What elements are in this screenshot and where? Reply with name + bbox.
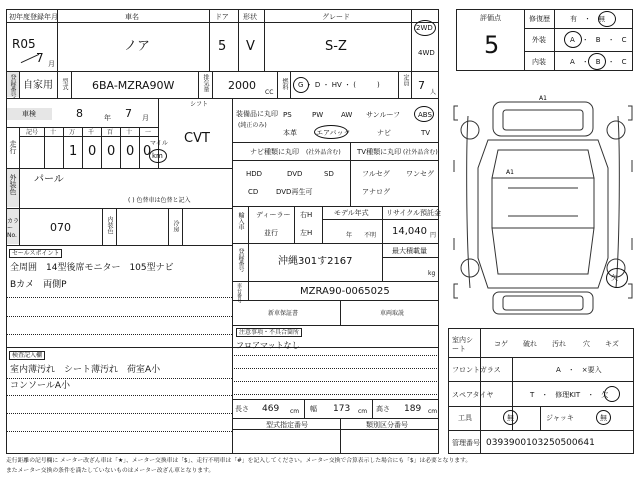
spare-marker: 欠 xyxy=(611,274,618,282)
color-no-label: カラーNo. xyxy=(7,218,20,239)
navi-dvd: DVD xyxy=(287,170,303,178)
mgmt-label: 管理番号 xyxy=(452,439,480,447)
length-unit: cm xyxy=(290,408,300,415)
mileage-header-symbol: 記号 xyxy=(26,129,39,136)
displacement-label: 排気量 xyxy=(202,74,209,92)
tv-header-sub: (社外品含む) xyxy=(403,149,438,156)
fuel-options: G ・ D ・ HV ・ ( ) xyxy=(298,81,380,89)
length-label: 長さ xyxy=(235,405,249,413)
mileage-header-1: 一 xyxy=(145,129,152,136)
mileage-header-10k: 万 xyxy=(69,129,76,136)
tv-header: TV種類に丸印 xyxy=(357,148,402,156)
mileage-digit: 0 xyxy=(143,144,152,159)
equipment-sub: (純正のみ) xyxy=(238,122,267,129)
recycle-label: リサイクル預託金 xyxy=(386,209,442,217)
interior-grade-options: A ・ B ・ C xyxy=(570,58,627,66)
spare-label: スペアタイヤ xyxy=(452,391,494,399)
caution-label: 注意事項・不具合箇所 xyxy=(236,328,302,337)
mileage-header-1k: 千 xyxy=(88,129,95,136)
capacity-label: 定員 xyxy=(402,74,409,86)
model-code: 6BA-MZRA90W xyxy=(92,79,175,92)
shift-label: シフト xyxy=(190,101,209,108)
use-type: 自家用 xyxy=(23,80,53,91)
import-left-h: 左H xyxy=(300,229,313,237)
width-value: 173 xyxy=(333,404,351,414)
length-value: 469 xyxy=(262,404,280,414)
model-label: 型式 xyxy=(61,78,68,90)
first-reg-label: 初年度登録年月 xyxy=(9,13,58,21)
reg-no-label: 登録番号 xyxy=(9,74,16,98)
mileage-unit-km: km xyxy=(152,152,163,160)
width-unit: cm xyxy=(358,408,368,415)
equip-leather: 本革 xyxy=(283,129,297,137)
cabin-tear: 破れ xyxy=(523,340,537,348)
first-reg-year: R05 xyxy=(12,37,36,51)
navi-header: ナビ種類に丸印 xyxy=(250,148,299,156)
cabin-scratch: キズ xyxy=(605,340,619,348)
car-name: ノア xyxy=(124,39,151,54)
type-no-label: 型式指定番号 xyxy=(266,421,308,429)
mileage-header-10: 十 xyxy=(126,129,133,136)
diagram-label-a1-top: A1 xyxy=(539,95,547,102)
capacity-unit: 人 xyxy=(430,89,437,96)
caution-text: フロアマットなし xyxy=(236,341,300,350)
equip-navi: ナビ xyxy=(377,129,391,137)
import-right-h: 右H xyxy=(300,211,313,219)
inspection-label: 車検 xyxy=(22,110,36,118)
displacement-unit: CC xyxy=(265,89,274,96)
class-no-label: 類別区分番号 xyxy=(366,421,408,429)
mileage-header-100: 百 xyxy=(107,129,114,136)
color-no: 070 xyxy=(50,221,71,234)
repair-label: 修復歴 xyxy=(529,15,550,23)
body-shape: V xyxy=(246,39,255,54)
recycle-yen: 円 xyxy=(430,232,437,239)
interior-color-label: 内装色 xyxy=(106,216,113,234)
drive-2wd: 2WD xyxy=(416,24,433,32)
first-reg-month: 7 xyxy=(36,51,44,65)
tools-label: 工具 xyxy=(458,414,472,422)
shift-value: CVT xyxy=(184,131,210,146)
cabin-burn: コゲ xyxy=(494,340,508,348)
tools-value: 無 xyxy=(507,414,514,422)
grade-value: S-Z xyxy=(325,39,347,54)
navi-sd: SD xyxy=(324,170,334,178)
tv-fullseg: フルセグ xyxy=(362,170,390,178)
mileage-digit: 0 xyxy=(88,144,97,159)
inspection-month: 7 xyxy=(125,107,132,120)
mileage-unit-mile: マイル xyxy=(150,140,168,147)
width-label: 幅 xyxy=(310,405,317,413)
vehicle-manual: 車両取説 xyxy=(380,310,405,317)
windshield-label: フロントガラス xyxy=(452,366,501,374)
shape-label: 形状 xyxy=(243,13,257,21)
height-value: 189 xyxy=(404,404,422,414)
recycle-value: 14,040 xyxy=(392,226,427,237)
registration-label: 登録番号 xyxy=(237,248,244,272)
inspection-year: 8 xyxy=(76,107,83,120)
repair-options: 有 ・ 無 xyxy=(570,15,605,23)
max-load-unit: kg xyxy=(428,270,436,277)
max-load-label: 最大積載量 xyxy=(392,247,427,255)
jack-value: 無 xyxy=(600,414,607,422)
footer-note-1: 走行距離の記号欄に メーター改ざん車は「★」、メーター交換車は「$」、走行不明車は「#」を記入してください。メーター交換で合算表示した場合にも「$」は必要となります。 xyxy=(6,458,472,464)
jack-label: ジャッキ xyxy=(546,414,574,422)
mileage-digit: 0 xyxy=(126,144,135,159)
equipment-label: 装備品に丸印 xyxy=(236,110,278,118)
sales-points-label: セールスポイント xyxy=(9,249,62,258)
model-year-year: 年 xyxy=(346,232,353,239)
equip-tv: TV xyxy=(421,129,431,137)
ac-label: 冷房 xyxy=(172,220,179,232)
cabin-label: 室内シート xyxy=(452,336,473,353)
exterior-grade-label: 外装 xyxy=(532,36,546,44)
tv-analog: アナログ xyxy=(362,188,390,196)
score-label: 評価点 xyxy=(480,14,501,22)
capacity: 7 xyxy=(418,79,425,92)
navi-dvd-play: DVD再生可 xyxy=(276,188,313,196)
mileage-digit: 0 xyxy=(107,144,116,159)
equip-sunroof: サンルーフ xyxy=(366,111,401,119)
mileage-digit: 1 xyxy=(69,144,78,159)
inspector-line2: コンソールA小 xyxy=(10,381,70,391)
door-count: 5 xyxy=(218,39,227,54)
footer-note-2: またメーター交換の条件を満たしていないものはメーター改ざん車となります。 xyxy=(6,468,215,474)
tv-oneseg: ワンセグ xyxy=(406,170,434,178)
height-unit: cm xyxy=(428,408,438,415)
equip-airbag: エアバック xyxy=(316,129,351,137)
equip-pw: PW xyxy=(312,111,324,119)
model-year-unknown: 不明 xyxy=(364,232,377,239)
cabin-dirt: 汚れ xyxy=(552,340,566,348)
spare-options: T ・ 修理KIT ・ 欠 xyxy=(530,391,609,399)
equip-ps: PS xyxy=(283,111,292,119)
displacement: 2000 xyxy=(228,79,256,92)
sales-points-line1: 全周囲 14型後席モニター 105型ナビ xyxy=(10,263,174,273)
first-reg-month-unit: 月 xyxy=(48,60,55,68)
navi-hdd: HDD xyxy=(246,170,263,178)
mgmt-number: 0393900103250500641 xyxy=(486,438,595,448)
drive-4wd: 4WD xyxy=(418,49,435,57)
fuel-label: 燃料 xyxy=(281,78,288,90)
car-name-label: 車名 xyxy=(125,13,139,21)
model-year-label: モデル年式 xyxy=(334,209,369,217)
grade-label: グレード xyxy=(322,13,350,21)
exterior-note: ( ) 色替車は色替と記入 xyxy=(128,197,191,204)
score-value: 5 xyxy=(484,31,500,59)
door-label: ドア xyxy=(215,13,229,21)
registration-plate: 沖縄301す2167 xyxy=(278,256,353,267)
equip-aw: AW xyxy=(341,111,353,119)
sales-points-line2: Bカメ 両側P xyxy=(10,280,67,290)
exterior-label: 外装色 xyxy=(9,174,17,195)
chassis-number: MZRA90-0065025 xyxy=(300,286,390,297)
diagram-label-a1-side: A1 xyxy=(506,169,514,176)
windshield-options: A ・ ×要入 xyxy=(556,366,602,374)
mileage-label: 走行 xyxy=(9,140,17,154)
import-dealer: ディーラー xyxy=(256,211,291,219)
inspector-line1: 室内薄汚れ シート薄汚れ 荷室A小 xyxy=(10,365,161,375)
cabin-hole: 穴 xyxy=(583,340,590,348)
navi-header-sub: (社外品含む) xyxy=(306,149,341,156)
height-label: 高さ xyxy=(376,405,390,413)
import-parallel: 並行 xyxy=(264,229,278,237)
inspector-label: 検査記入欄 xyxy=(9,351,45,360)
mileage-header-100k: 十 xyxy=(50,129,57,136)
import-label: 輸入車 xyxy=(237,212,244,230)
new-car-warranty: 新車保証書 xyxy=(268,310,299,317)
interior-grade-label: 内装 xyxy=(532,58,546,66)
inspection-year-unit: 年 xyxy=(104,114,111,122)
navi-cd: CD xyxy=(248,188,259,196)
exterior-grade-options: A ・ B ・ C xyxy=(570,36,627,44)
equip-abs: ABS xyxy=(418,111,432,119)
chassis-label: 車台番号 xyxy=(236,283,242,303)
inspection-month-unit: 月 xyxy=(142,114,149,122)
exterior-color: パール xyxy=(34,174,64,185)
